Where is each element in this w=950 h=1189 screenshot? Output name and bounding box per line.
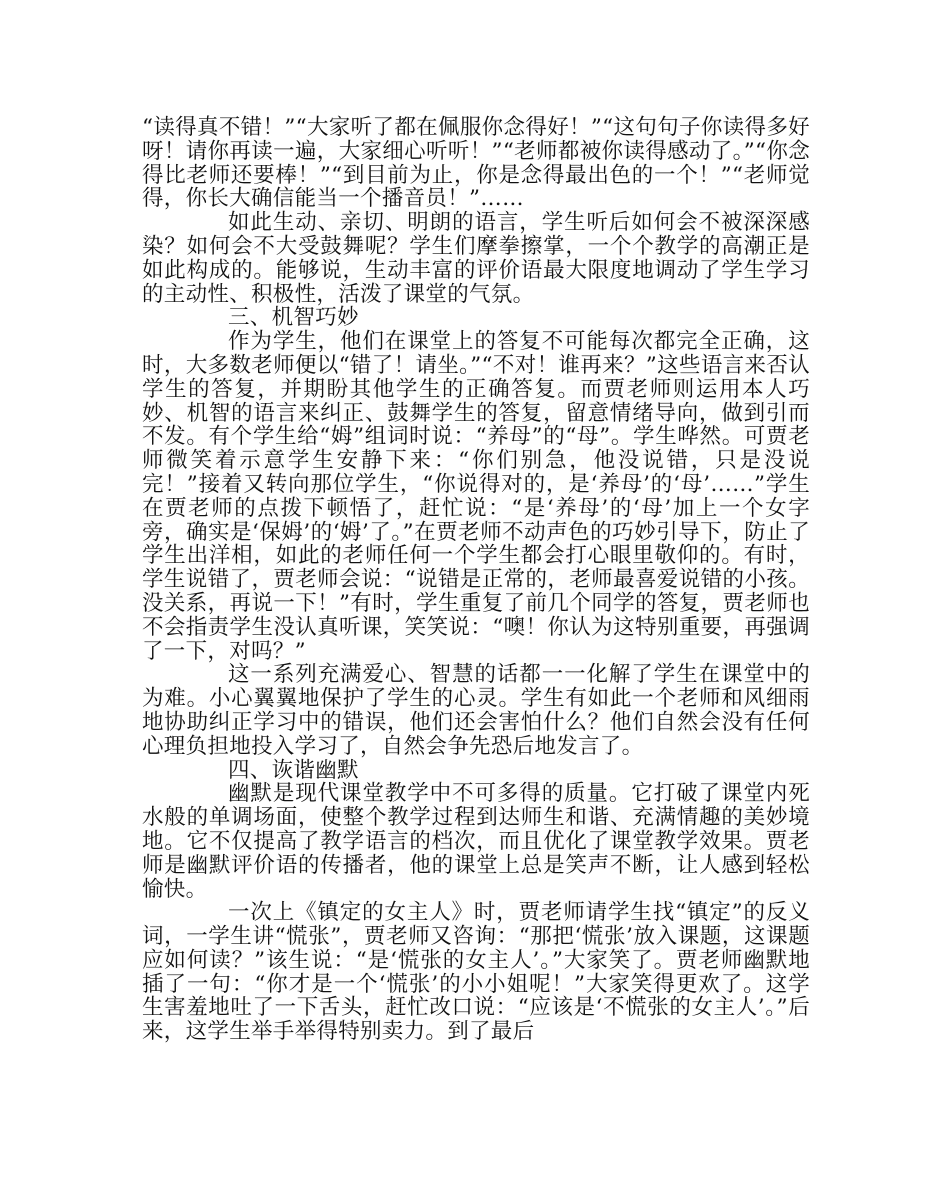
paragraph-protect-students: 这一系列充满爱心、智慧的话都一一化解了学生在课堂中的为难。小心翼翼地保护了学生的心灵。学生有如此一个老师和风细雨地协助纠正学习中的错误，他们还会害怕什么？他们自然会没有任何心理负担地投入学习了，自然会争先恐后地发言了。 (142, 662, 810, 759)
paragraph-clever-correction: 作为学生，他们在课堂上的答复不可能每次都完全正确，这时，大多数老师便以“错了！请坐。”“不对！谁再来？”这些语言来否认学生的答复，并期盼其他学生的正确答复。而贾老师则运用本人巧妙、机智的语言来纠正、鼓舞学生的答复，留意情绪导向，做到引而不发。有个学生给“姆”组词时说：“养母”的“母”。学生哗然。可贾老师微笑着示意学生安静下来：“你们别急，他没说错，只是没说完！”接着又转向那位学生，“你说得对的，是‘养母’的‘母’……”学生在贾老师的点拨下顿悟了，赶忙说：“是‘养母’的‘母’加上一个女字旁，确实是‘保姆’的‘姆’了。”在贾老师不动声色的巧妙引导下，防止了学生出洋相，如此的老师任何一个学生都会打心眼里敬仰的。有时，学生说错了，贾老师会说：“说错是正常的，老师最喜爱说错的小孩。没关系，再说一下！”有时，学生重复了前几个同学的答复，贾老师也不会指责学生没认真听课，笑笑说：“噢！你认为这特别重要，再强调了一下，对吗？” (142, 329, 810, 664)
paragraph-praise-examples: “读得真不错！”“大家听了都在佩服你念得好！”“这句句子你读得多好呀！请你再读一遍，大家细心听听！”“老师都被你读得感动了。”“你念得比老师还要棒！”“到目前为止，你是念得最出色的一个！”“老师觉得，你长大确信能当一个播音员！”…… (142, 115, 810, 212)
paragraph-effect-of-praise: 如此生动、亲切、明朗的语言，学生听后如何会不被深深感染？如何会不大受鼓舞呢？学生们摩拳擦掌，一个个教学的高潮正是如此构成的。能够说，生动丰富的评价语最大限度地调动了学生学习的主动性、积极性，活泼了课堂的气氛。 (142, 210, 810, 307)
paragraph-humor-value: 幽默是现代课堂教学中不可多得的质量。它打破了课堂内死水般的单调场面，使整个教学过程到达师生和谐、充满情趣的美妙境地。它不仅提高了教学语言的档次，而且优化了课堂教学效果。贾老师是幽默评价语的传播者，他的课堂上总是笑声不断，让人感到轻松愉快。 (142, 781, 810, 902)
section-heading-3: 三、机智巧妙 (228, 305, 359, 331)
section-heading-4: 四、诙谐幽默 (228, 757, 359, 783)
document-page (142, 116, 810, 1044)
paragraph-humor-example: 一次上《镇定的女主人》时，贾老师请学生找“镇定”的反义词，一学生讲“慌张”，贾老师又咨询：“那把‘慌张’放入课题，这课题应如何读？”该生说：“是‘慌张的女主人’。”大家笑了。贾老师幽默地插了一句：“你才是一个‘慌张’的小小姐呢！”大家笑得更欢了。这学生害羞地吐了一下舌头，赶忙改口说：“应该是‘不慌张的女主人’。”后来，这学生举手举得特别卖力。到了最后 (142, 900, 810, 1045)
